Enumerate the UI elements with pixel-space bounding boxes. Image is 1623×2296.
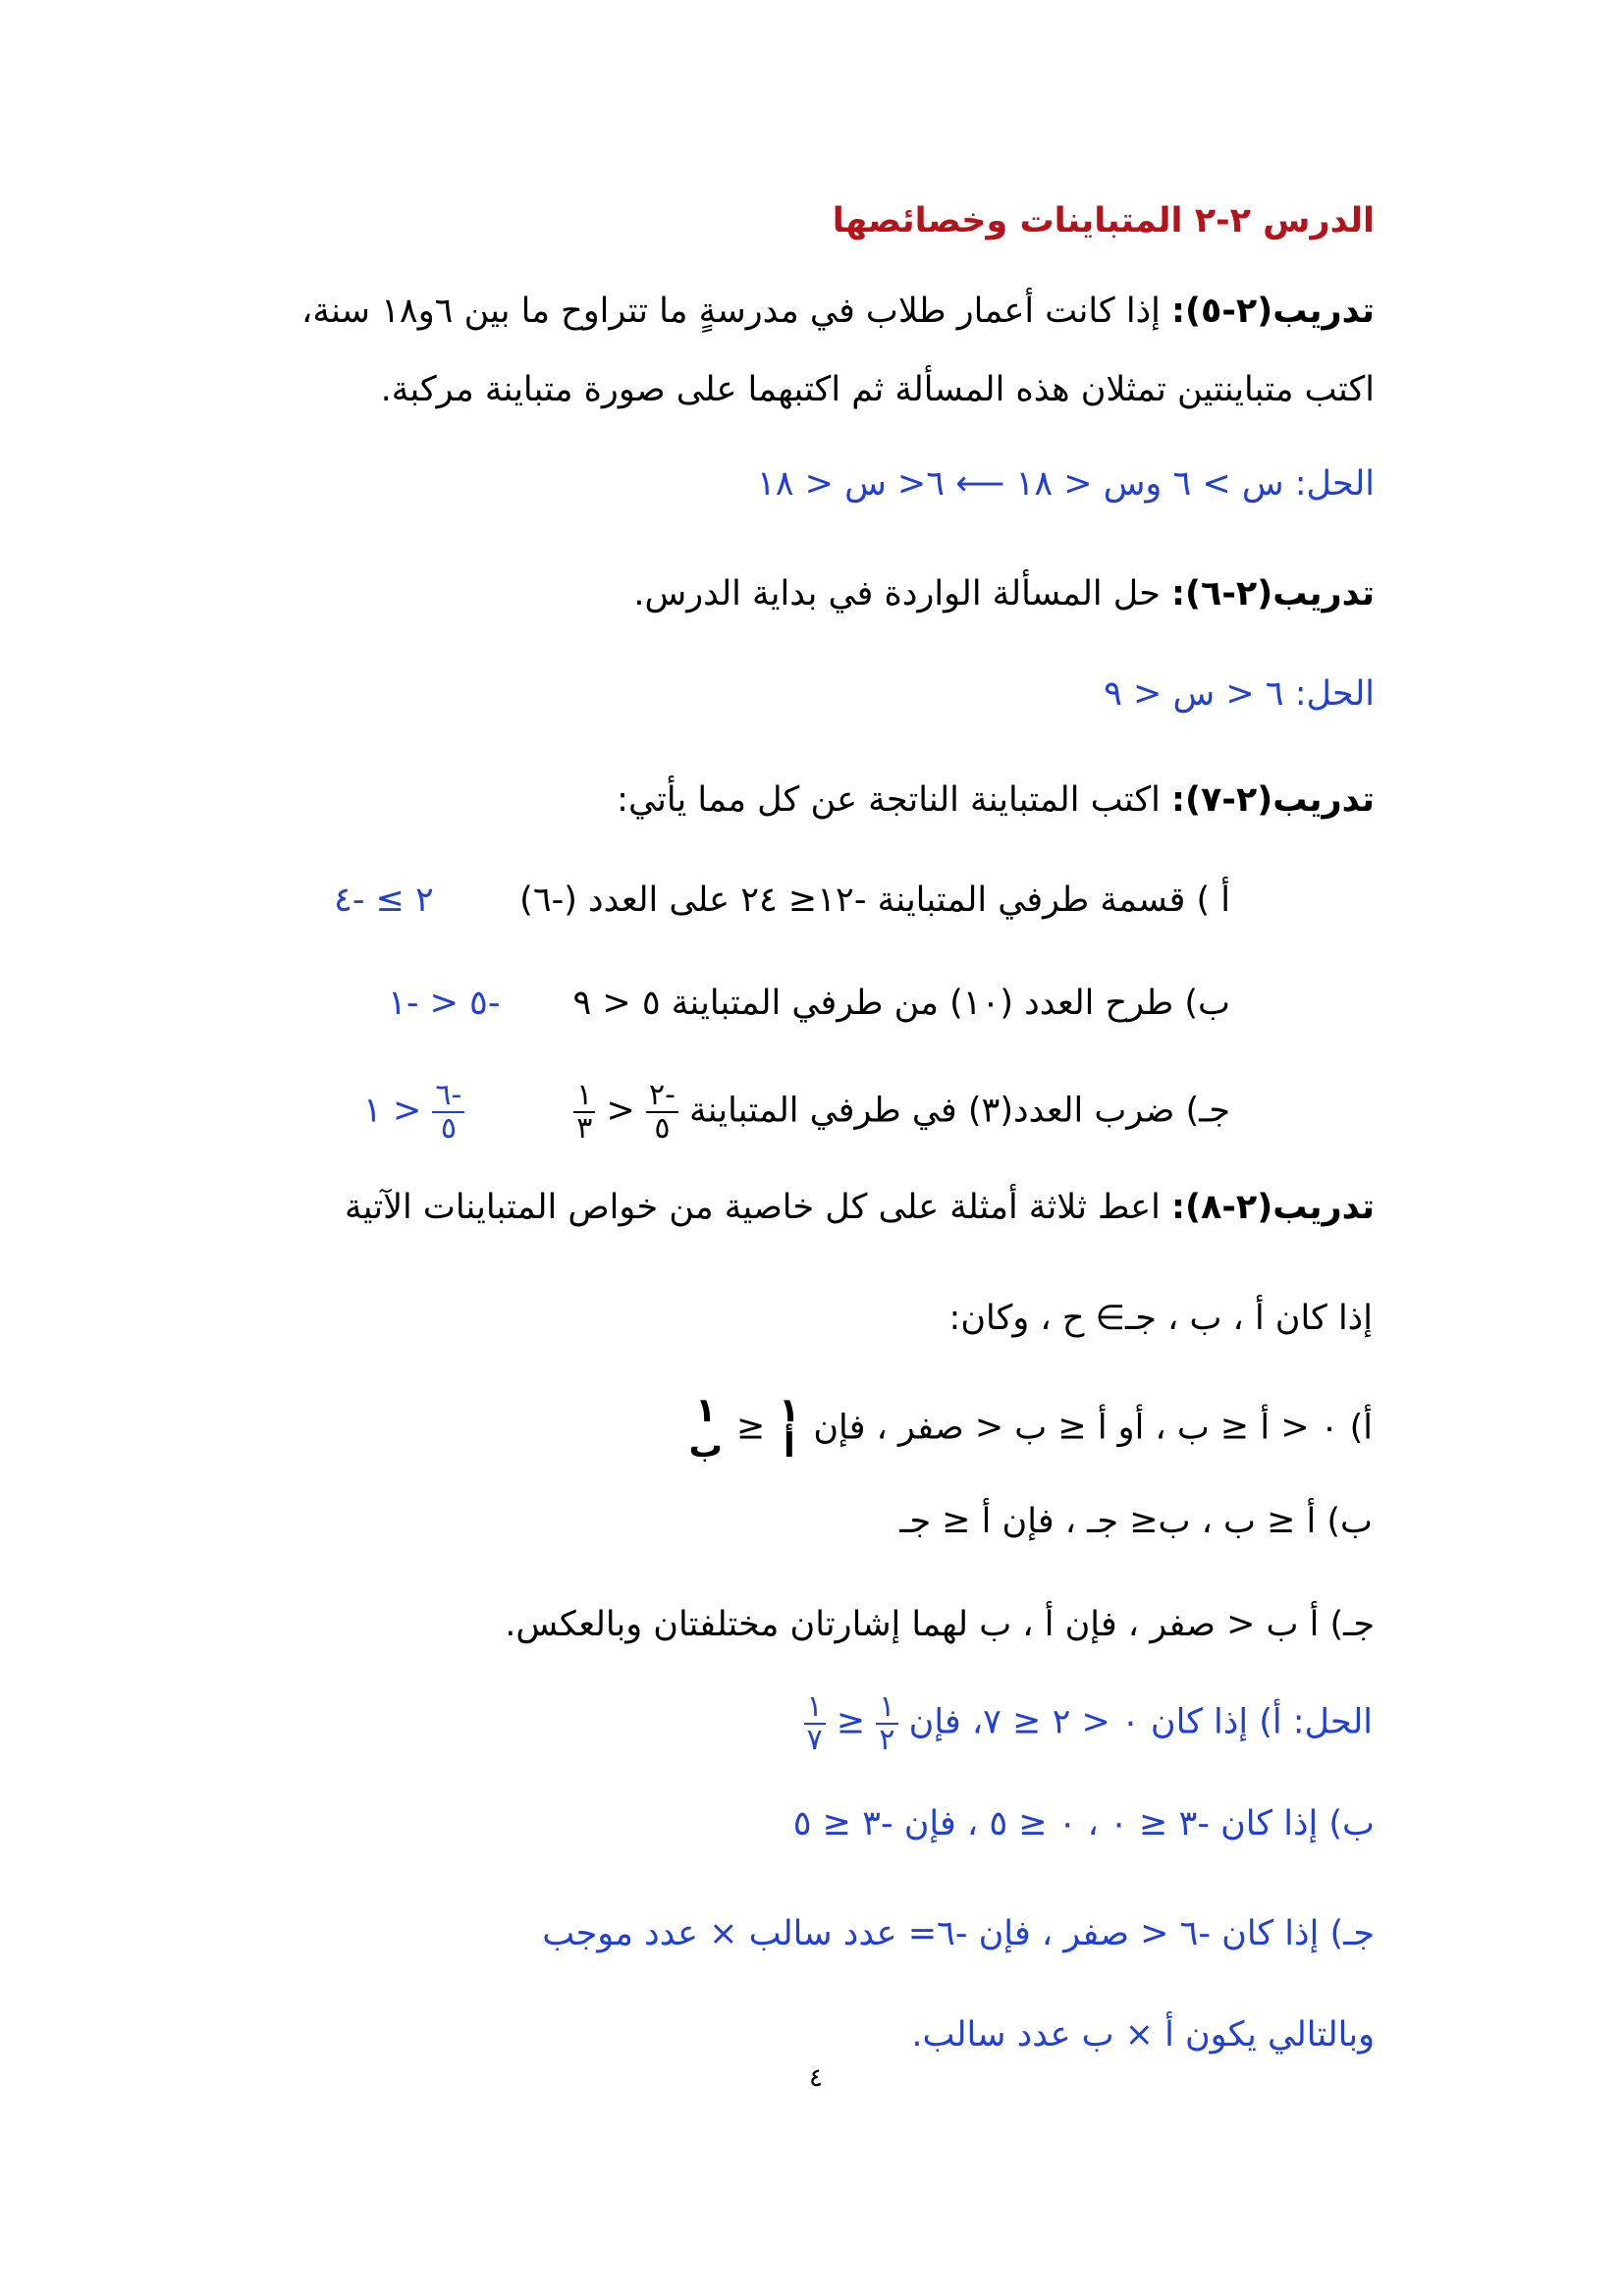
exercise-6-solution: الحل: ٦ < س < ٩: [1104, 674, 1375, 714]
exercise-7-a-question: أ ) قسمة طرفي المتباينة -١٢≤ ٢٤ على العدد (-٦): [519, 881, 1230, 920]
exercise-6-line: [633, 569, 1375, 618]
exercise-7-a-answer: ٢ ≥ -٤: [334, 881, 434, 920]
exercise-8-line: [345, 1183, 1375, 1232]
exercise-7-label: تدريب(٢-٧):: [1171, 780, 1375, 820]
page-number: ٤: [809, 2063, 823, 2093]
exercise-7-c-fraction-1: $\frac{-٢}{٥}$: [646, 1080, 678, 1144]
exercise-7-b-question: ب) طرح العدد (١٠) من طرفي المتباينة ٥ < ٩: [572, 984, 1230, 1023]
solution-b: ب) إذا كان -٣ ≤ ٠ ، ٠ ≤ ٥ ، فإن -٣ ≤ ٥: [792, 1804, 1375, 1843]
exercise-7-c-question-line: [573, 1080, 1230, 1144]
lesson-title: الدرس ٢-٢ المتباينات وخصائصها: [832, 201, 1375, 240]
property-a-fraction-2: ١ ب: [688, 1391, 723, 1466]
exercise-8-intro: إذا كان أ ، ب ، جـ∋ ح ، وكان:: [948, 1299, 1373, 1338]
property-a-text: أ) ٠ < أ ≤ ب ، أو أ ≤ ب < صفر ، فإن: [813, 1408, 1373, 1448]
solution-a-text: الحل: أ) إذا كان ٠ < ٢ ≤ ٧، فإن: [908, 1702, 1373, 1742]
exercise-7-c-fraction-2: $\frac{١}{٣}$: [573, 1080, 595, 1144]
solution-c-line-1: جـ) إذا كان -٦ < صفر ، فإن -٦= عدد سالب × عدد موجب: [542, 1914, 1375, 1953]
exercise-7-c-question: جـ) ضرب العدد(٣) في طرفي المتباينة: [689, 1091, 1230, 1131]
property-c: جـ) أ ب < صفر ، فإن أ ، ب لهما إشارتان مختلفتان وبالعكس.: [505, 1605, 1375, 1644]
property-a-operator: ≤: [735, 1408, 766, 1448]
exercise-8-text: اعط ثلاثة أمثلة على كل خاصية من خواص المتباينات الآتية: [345, 1188, 1172, 1227]
property-a-line: [686, 1391, 1373, 1466]
exercise-7-c-operator: <: [606, 1091, 635, 1131]
solution-a-fraction-2: $\frac{١}{٧}$: [804, 1691, 826, 1755]
property-a-fraction-1: ١ أ: [779, 1391, 800, 1466]
exercise-7-c-answer-fraction: $\frac{-٦}{٥}$: [432, 1080, 464, 1144]
exercise-6-text: حل المسألة الواردة في بداية الدرس.: [633, 574, 1172, 614]
exercise-5-line-1: [301, 287, 1375, 336]
exercise-5-text-2: اكتب متباينتين تمثلان هذه المسألة ثم اكتبهما على صورة متباينة مركبة.: [380, 370, 1375, 409]
exercise-6-label: تدريب(٢-٦):: [1171, 574, 1375, 614]
exercise-7-c-answer: [363, 1080, 464, 1144]
exercise-7-line: [617, 775, 1375, 825]
solution-a-fraction-1: $\frac{١}{٢}$: [876, 1691, 897, 1755]
exercise-5-label: تدريب(٢-٥):: [1171, 292, 1375, 331]
exercise-7-c-answer-rest: < ١: [363, 1091, 422, 1131]
exercise-8-label: تدريب(٢-٨):: [1171, 1188, 1375, 1227]
exercise-7-b-answer: -٥ < -١: [388, 984, 501, 1023]
solution-a-operator: ≤: [836, 1702, 866, 1742]
solution-a-line: [804, 1691, 1373, 1755]
exercise-5-text-1: إذا كانت أعمار طلاب في مدرسةٍ ما تتراوح ما بين ٦و١٨ سنة،: [301, 292, 1172, 331]
exercise-7-text: اكتب المتباينة الناتجة عن كل مما يأتي:: [617, 780, 1172, 820]
property-b: ب) أ ≤ ب ، ب≤ جـ ، فإن أ ≤ جـ: [899, 1502, 1373, 1541]
exercise-5-solution: الحل: س > ٦ وس < ١٨ ⟵ ٦< س < ١٨: [756, 464, 1375, 504]
solution-c-line-2: وبالتالي يكون أ × ب عدد سالب.: [911, 2015, 1375, 2055]
